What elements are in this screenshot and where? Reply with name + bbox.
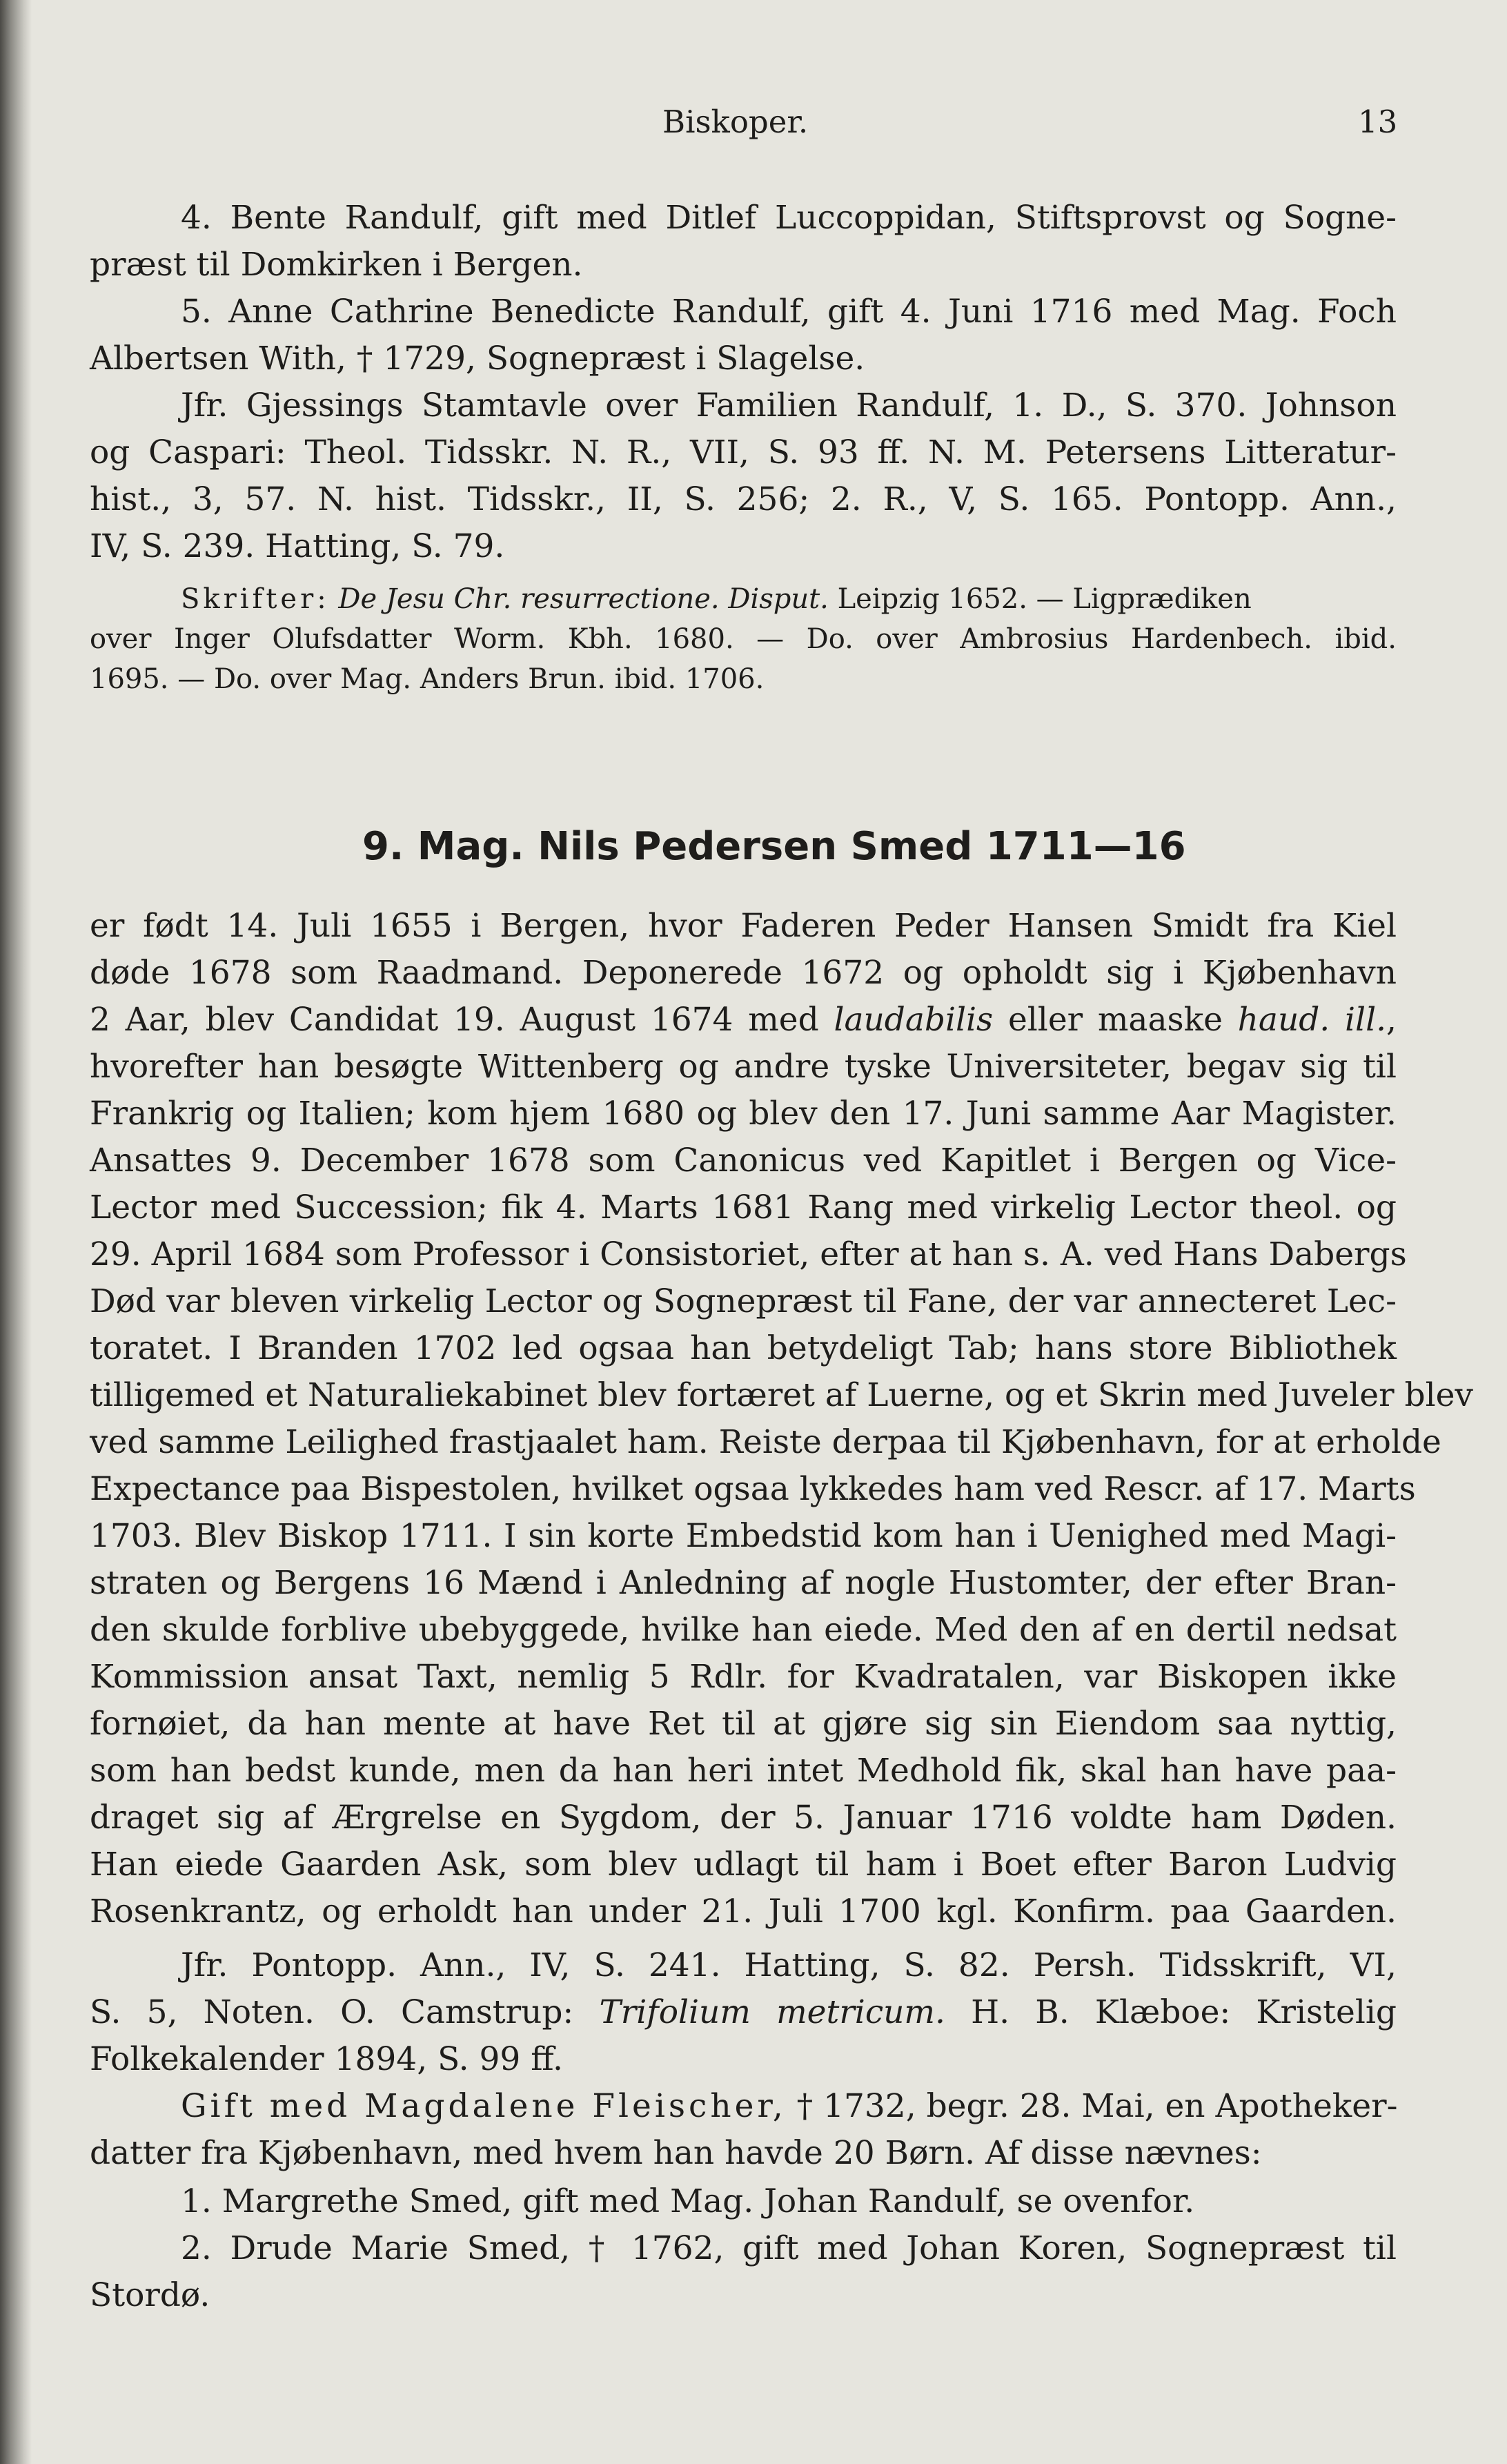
reference-italic: Trifolium metricum.	[599, 1993, 945, 2031]
child-line: Stordø.	[90, 2276, 210, 2314]
child-line: 2. Drude Marie Smed, † 1762, gift med Johan Koren, Sognepræst til	[181, 2229, 1397, 2267]
bio-line: Expectance paa Bispestolen, hvilket ogsaa lykkedes ham ved Rescr. af 17. Marts	[90, 1470, 1416, 1508]
skrifter-line: 1695. — Do. over Mag. Anders Brun. ibid. 1706.	[90, 663, 765, 695]
paragraph-line: 5. Anne Cathrine Benedicte Randulf, gift 4. Juni 1716 med Mag. Foch	[181, 293, 1397, 331]
bio-line: straten og Bergens 16 Mænd i Anledning af nogle Hustomter, der efter Bran-	[90, 1564, 1397, 1602]
reference-text: H. B. Klæboe: Kristelig	[971, 1993, 1397, 2031]
bio-text: eller maaske	[1007, 1001, 1223, 1039]
bio-line: toratet. I Branden 1702 led ogsaa han betydeligt Tab; hans store Bibliothek	[90, 1329, 1397, 1367]
reference-line: Folkekalender 1894, S. 99 ff.	[90, 2040, 563, 2078]
marriage-line: datter fra Kjøbenhavn, med hvem han havde 20 Børn. Af disse nævnes:	[90, 2134, 1262, 2172]
bio-line: Kommission ansat Taxt, nemlig 5 Rdlr. for Kvadratalen, var Biskopen ikke	[90, 1658, 1397, 1696]
bio-text: 2 Aar, blev Candidat 19. August 1674 med	[90, 1001, 819, 1039]
bio-line	[90, 999, 1397, 1041]
bio-line: 1703. Blev Biskop 1711. I sin korte Embedstid kom han i Uenighed med Magi-	[90, 1517, 1397, 1555]
paragraph-line: præst til Domkirken i Bergen.	[90, 246, 583, 284]
bio-line: Frankrig og Italien; kom hjem 1680 og blev den 17. Juni samme Aar Magister.	[90, 1095, 1397, 1133]
bio-line: Han eiede Gaarden Ask, som blev udlagt til ham i Boet efter Baron Ludvig	[90, 1846, 1397, 1884]
marriage-text: † 1732, begr. 28. Mai, en Apotheker-	[796, 2087, 1398, 2125]
bio-line: tilligemed et Naturaliekabinet blev fortæret af Luerne, og et Skrin med Juveler blev	[90, 1376, 1473, 1414]
bio-line: draget sig af Ærgrelse en Sygdom, der 5. Januar 1716 voldte ham Døden.	[90, 1799, 1397, 1837]
bio-italic: haud. ill.	[1237, 1001, 1387, 1039]
paragraph-line: 4. Bente Randulf, gift med Ditlef Luccoppidan, Stiftsprovst og Sogne-	[181, 199, 1397, 237]
child-line: 1. Margrethe Smed, gift med Mag. Johan Randulf, se ovenfor.	[181, 2182, 1195, 2220]
bio-line: døde 1678 som Raadmand. Deponerede 1672 og opholdt sig i Kjøbenhavn	[90, 954, 1397, 992]
bio-line: fornøiet, da han mente at have Ret til at gjøre sig sin Eiendom saa nyttig,	[90, 1705, 1397, 1743]
bio-line: ved samme Leilighed frastjaalet ham. Reiste derpaa til Kjøbenhavn, for at erholde	[90, 1423, 1441, 1461]
bio-line: Død var bleven virkelig Lector og Sognepræst til Fane, der var annecteret Lec-	[90, 1282, 1397, 1320]
skrifter-line: over Inger Olufsdatter Worm. Kbh. 1680. — Do. over Ambrosius Hardenbech. ibid.	[90, 623, 1397, 655]
reference-text: S. 5, Noten. O. Camstrup:	[90, 1993, 574, 2031]
paragraph-line: hist., 3, 57. N. hist. Tidsskr., II, S. 256; 2. R., V, S. 165. Pontopp. Ann.,	[90, 480, 1397, 518]
section-heading: 9. Mag. Nils Pedersen Smed 1711—16	[362, 824, 1186, 869]
bio-line: 29. April 1684 som Professor i Consistoriet, efter at han s. A. ved Hans Dabergs	[90, 1235, 1407, 1273]
running-header-title: Biskoper.	[662, 104, 809, 140]
bio-line: Lector med Succession; fik 4. Marts 1681 Rang med virkelig Lector theol. og	[90, 1189, 1397, 1226]
marriage-spaced: Gift med Magdalene Fleischer,	[181, 2087, 787, 2125]
reference-line: Jfr. Pontopp. Ann., IV, S. 241. Hatting, S. 82. Persh. Tidsskrift, VI,	[181, 1946, 1397, 1984]
skrifter-rest: Leipzig 1652. — Ligprædiken	[837, 583, 1252, 615]
skrifter-line	[181, 581, 1252, 617]
skrifter-label: Skrifter:	[181, 583, 330, 615]
paragraph-line: Jfr. Gjessings Stamtavle over Familien Randulf, 1. D., S. 370. Johnson	[181, 387, 1397, 424]
page-number: 13	[1358, 104, 1398, 140]
skrifter-disput: Disput.	[728, 583, 829, 615]
bio-line: er født 14. Juli 1655 i Bergen, hvor Faderen Peder Hansen Smidt fra Kiel	[90, 907, 1397, 945]
bio-line: den skulde forblive ubebyggede, hvilke han eiede. Med den af en dertil nedsat	[90, 1611, 1397, 1649]
bio-italic: laudabilis	[834, 1001, 994, 1039]
bio-line: Rosenkrantz, og erholdt han under 21. Juli 1700 kgl. Konfirm. paa Gaarden.	[90, 1893, 1397, 1930]
bio-line: hvorefter han besøgte Wittenberg og andre tyske Universiteter, begav sig til	[90, 1048, 1397, 1086]
paragraph-line: IV, S. 239. Hatting, S. 79.	[90, 527, 505, 565]
bio-line: Ansattes 9. December 1678 som Canonicus ved Kapitlet i Bergen og Vice-	[90, 1142, 1397, 1180]
bio-text: ,	[1386, 1001, 1397, 1039]
bio-line: som han bedst kunde, men da han heri intet Medhold fik, skal han have paa-	[90, 1752, 1397, 1790]
reference-line	[90, 1992, 1397, 2033]
paragraph-line: Albertsen With, † 1729, Sognepræst i Slagelse.	[90, 340, 865, 378]
paragraph-line: og Caspari: Theol. Tidsskr. N. R., VII, S. 93 ff. N. M. Petersens Litteratur-	[90, 433, 1397, 471]
marriage-line	[181, 2086, 1397, 2127]
skrifter-title: De Jesu Chr. resurrectione.	[338, 583, 720, 615]
